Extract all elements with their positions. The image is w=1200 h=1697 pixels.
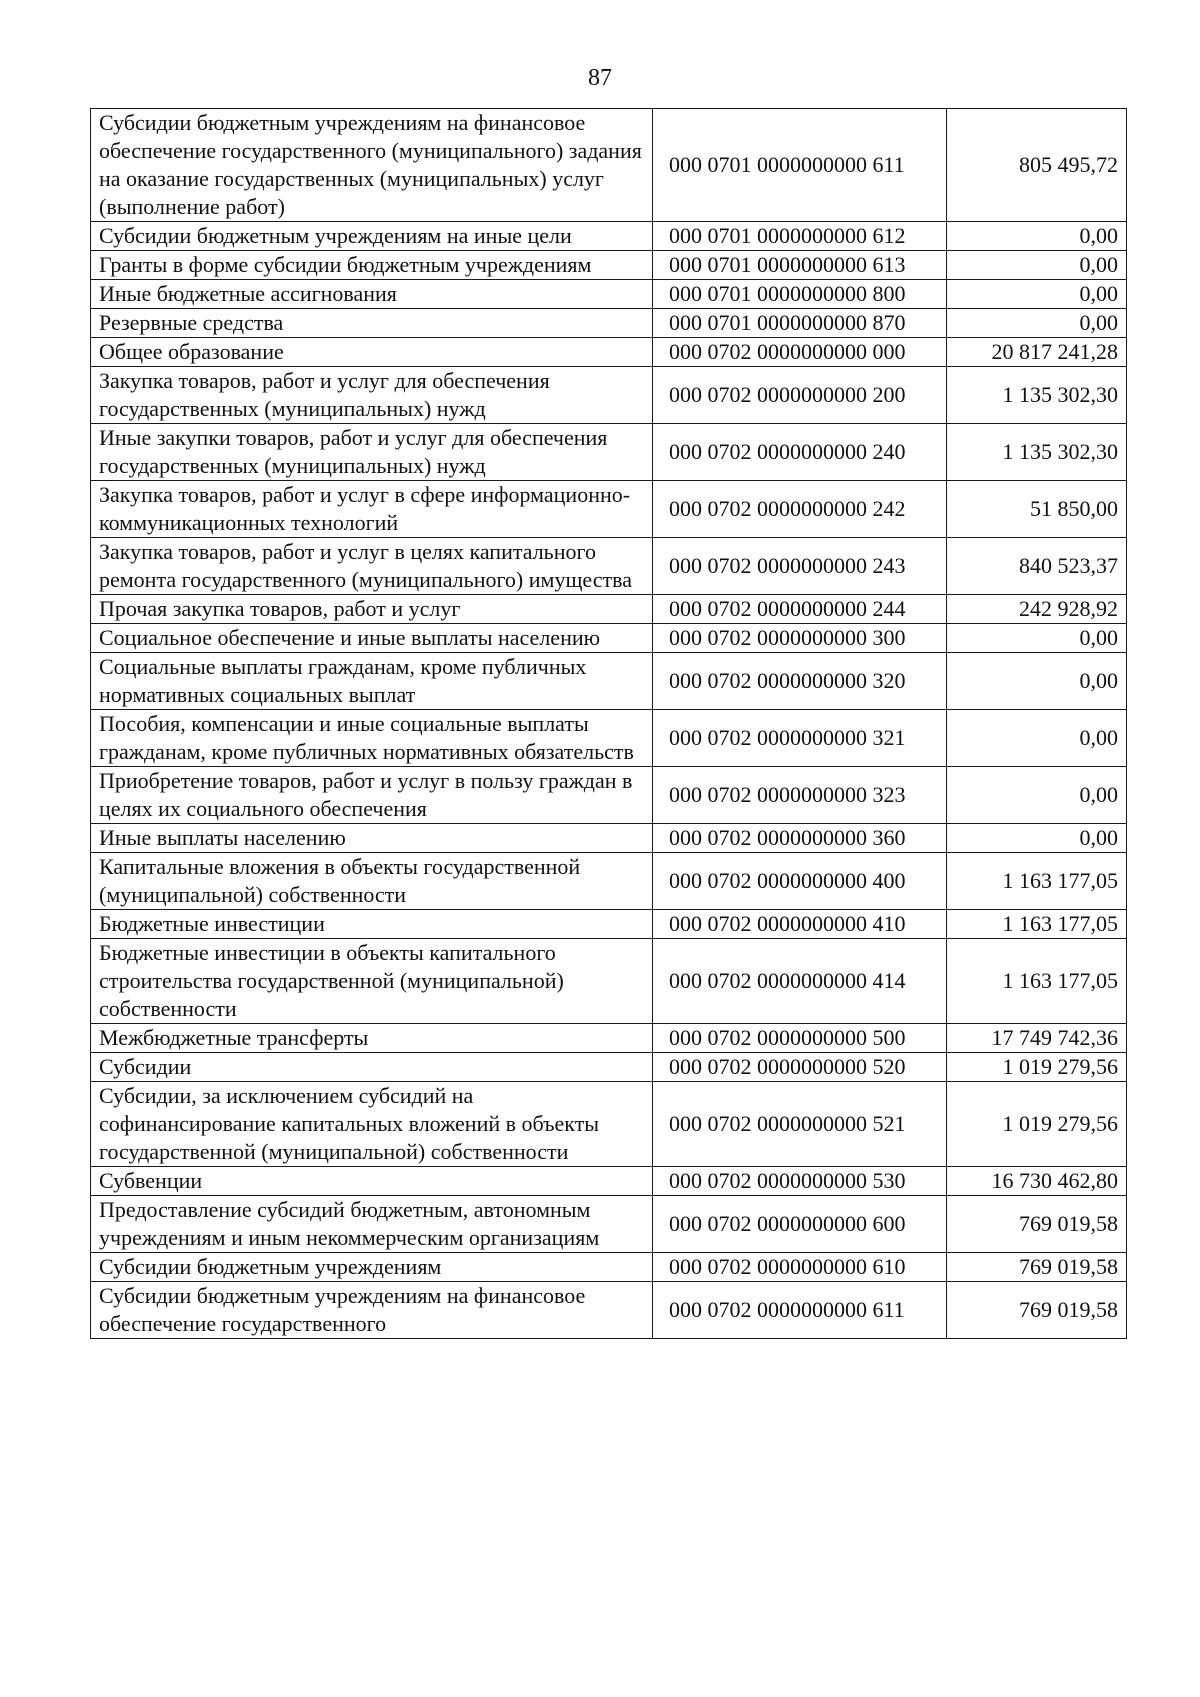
- table-row: [91, 309, 1127, 338]
- expense-name-cell: Субвенции: [91, 1167, 653, 1196]
- amount-cell: 0,00: [947, 710, 1127, 767]
- expense-name-cell: Закупка товаров, работ и услуг в сфере информационно-коммуникационных технологий: [91, 481, 653, 538]
- expense-name-cell: Социальные выплаты гражданам, кроме публичных нормативных социальных выплат: [91, 653, 653, 710]
- amount-cell: 769 019,58: [947, 1196, 1127, 1253]
- table-row: [91, 1082, 1127, 1167]
- budget-table: [90, 108, 1127, 1339]
- expense-name-cell: Резервные средства: [91, 309, 653, 338]
- amount-cell: 769 019,58: [947, 1253, 1127, 1282]
- amount-cell: 769 019,58: [947, 1282, 1127, 1339]
- table-row: [91, 624, 1127, 653]
- amount-cell: 0,00: [947, 824, 1127, 853]
- budget-code-cell: 000 0702 0000000000 000: [653, 338, 947, 367]
- budget-code-cell: 000 0702 0000000000 200: [653, 367, 947, 424]
- expense-name-cell: Иные закупки товаров, работ и услуг для обеспечения государственных (муниципальных) нужд: [91, 424, 653, 481]
- table-row: [91, 1024, 1127, 1053]
- amount-cell: 1 135 302,30: [947, 367, 1127, 424]
- budget-code-cell: 000 0702 0000000000 611: [653, 1282, 947, 1339]
- budget-code-cell: 000 0702 0000000000 242: [653, 481, 947, 538]
- expense-name-cell: Субсидии: [91, 1053, 653, 1082]
- table-row: [91, 1167, 1127, 1196]
- table-row: [91, 367, 1127, 424]
- table-row: [91, 767, 1127, 824]
- amount-cell: 1 163 177,05: [947, 939, 1127, 1024]
- table-row: [91, 653, 1127, 710]
- amount-cell: 17 749 742,36: [947, 1024, 1127, 1053]
- table-row: [91, 1053, 1127, 1082]
- table-row: [91, 595, 1127, 624]
- amount-cell: 0,00: [947, 653, 1127, 710]
- budget-code-cell: 000 0702 0000000000 300: [653, 624, 947, 653]
- table-row: [91, 338, 1127, 367]
- expense-name-cell: Приобретение товаров, работ и услуг в пользу граждан в целях их социального обеспечения: [91, 767, 653, 824]
- expense-name-cell: Иные бюджетные ассигнования: [91, 280, 653, 309]
- amount-cell: 840 523,37: [947, 538, 1127, 595]
- amount-cell: 51 850,00: [947, 481, 1127, 538]
- expense-name-cell: Общее образование: [91, 338, 653, 367]
- budget-code-cell: 000 0702 0000000000 530: [653, 1167, 947, 1196]
- budget-code-cell: 000 0702 0000000000 240: [653, 424, 947, 481]
- budget-code-cell: 000 0702 0000000000 360: [653, 824, 947, 853]
- amount-cell: 0,00: [947, 624, 1127, 653]
- table-row: [91, 251, 1127, 280]
- budget-code-cell: 000 0701 0000000000 800: [653, 280, 947, 309]
- budget-code-cell: 000 0701 0000000000 870: [653, 309, 947, 338]
- amount-cell: 0,00: [947, 309, 1127, 338]
- budget-code-cell: 000 0702 0000000000 410: [653, 910, 947, 939]
- amount-cell: 0,00: [947, 222, 1127, 251]
- table-row: [91, 824, 1127, 853]
- budget-code-cell: 000 0702 0000000000 610: [653, 1253, 947, 1282]
- expense-name-cell: Социальное обеспечение и иные выплаты населению: [91, 624, 653, 653]
- amount-cell: 1 163 177,05: [947, 853, 1127, 910]
- table-row: [91, 1282, 1127, 1339]
- amount-cell: 805 495,72: [947, 109, 1127, 222]
- expense-name-cell: Субсидии бюджетным учреждениям на финансовое обеспечение государственного: [91, 1282, 653, 1339]
- budget-code-cell: 000 0702 0000000000 600: [653, 1196, 947, 1253]
- table-row: [91, 710, 1127, 767]
- table-row: [91, 910, 1127, 939]
- budget-code-cell: 000 0702 0000000000 414: [653, 939, 947, 1024]
- amount-cell: 1 019 279,56: [947, 1053, 1127, 1082]
- amount-cell: 20 817 241,28: [947, 338, 1127, 367]
- table-row: [91, 222, 1127, 251]
- table-row: [91, 939, 1127, 1024]
- budget-code-cell: 000 0702 0000000000 521: [653, 1082, 947, 1167]
- table-row: [91, 1253, 1127, 1282]
- expense-name-cell: Пособия, компенсации и иные социальные выплаты гражданам, кроме публичных нормативных обязательств: [91, 710, 653, 767]
- expense-name-cell: Гранты в форме субсидии бюджетным учреждениям: [91, 251, 653, 280]
- expense-name-cell: Межбюджетные трансферты: [91, 1024, 653, 1053]
- expense-name-cell: Закупка товаров, работ и услуг для обеспечения государственных (муниципальных) нужд: [91, 367, 653, 424]
- budget-code-cell: 000 0701 0000000000 612: [653, 222, 947, 251]
- expense-name-cell: Субсидии бюджетным учреждениям на финансовое обеспечение государственного (муниципального) задания на оказание государственных (муниципальных) услуг (выполнение работ): [91, 109, 653, 222]
- amount-cell: 1 135 302,30: [947, 424, 1127, 481]
- budget-code-cell: 000 0702 0000000000 520: [653, 1053, 947, 1082]
- expense-name-cell: Субсидии, за исключением субсидий на софинансирование капитальных вложений в объекты государственной (муниципальной) собственности: [91, 1082, 653, 1167]
- amount-cell: 1 163 177,05: [947, 910, 1127, 939]
- expense-name-cell: Субсидии бюджетным учреждениям на иные цели: [91, 222, 653, 251]
- budget-code-cell: 000 0702 0000000000 243: [653, 538, 947, 595]
- budget-code-cell: 000 0701 0000000000 611: [653, 109, 947, 222]
- table-row: [91, 853, 1127, 910]
- table-row: [91, 1196, 1127, 1253]
- table-row: [91, 109, 1127, 222]
- expense-name-cell: Закупка товаров, работ и услуг в целях капитального ремонта государственного (муниципального) имущества: [91, 538, 653, 595]
- budget-table-body: [91, 109, 1127, 1339]
- expense-name-cell: Предоставление субсидий бюджетным, автономным учреждениям и иным некоммерческим организациям: [91, 1196, 653, 1253]
- table-row: [91, 538, 1127, 595]
- budget-code-cell: 000 0702 0000000000 244: [653, 595, 947, 624]
- expense-name-cell: Прочая закупка товаров, работ и услуг: [91, 595, 653, 624]
- expense-name-cell: Капитальные вложения в объекты государственной (муниципальной) собственности: [91, 853, 653, 910]
- amount-cell: 1 019 279,56: [947, 1082, 1127, 1167]
- budget-code-cell: 000 0701 0000000000 613: [653, 251, 947, 280]
- expense-name-cell: Бюджетные инвестиции: [91, 910, 653, 939]
- amount-cell: 242 928,92: [947, 595, 1127, 624]
- budget-code-cell: 000 0702 0000000000 320: [653, 653, 947, 710]
- table-row: [91, 481, 1127, 538]
- amount-cell: 0,00: [947, 251, 1127, 280]
- budget-code-cell: 000 0702 0000000000 400: [653, 853, 947, 910]
- table-row: [91, 280, 1127, 309]
- budget-code-cell: 000 0702 0000000000 323: [653, 767, 947, 824]
- budget-code-cell: 000 0702 0000000000 500: [653, 1024, 947, 1053]
- expense-name-cell: Субсидии бюджетным учреждениям: [91, 1253, 653, 1282]
- expense-name-cell: Бюджетные инвестиции в объекты капитального строительства государственной (муниципальной) собственности: [91, 939, 653, 1024]
- amount-cell: 16 730 462,80: [947, 1167, 1127, 1196]
- table-row: [91, 424, 1127, 481]
- amount-cell: 0,00: [947, 767, 1127, 824]
- page-number: 87: [588, 65, 612, 91]
- budget-code-cell: 000 0702 0000000000 321: [653, 710, 947, 767]
- expense-name-cell: Иные выплаты населению: [91, 824, 653, 853]
- amount-cell: 0,00: [947, 280, 1127, 309]
